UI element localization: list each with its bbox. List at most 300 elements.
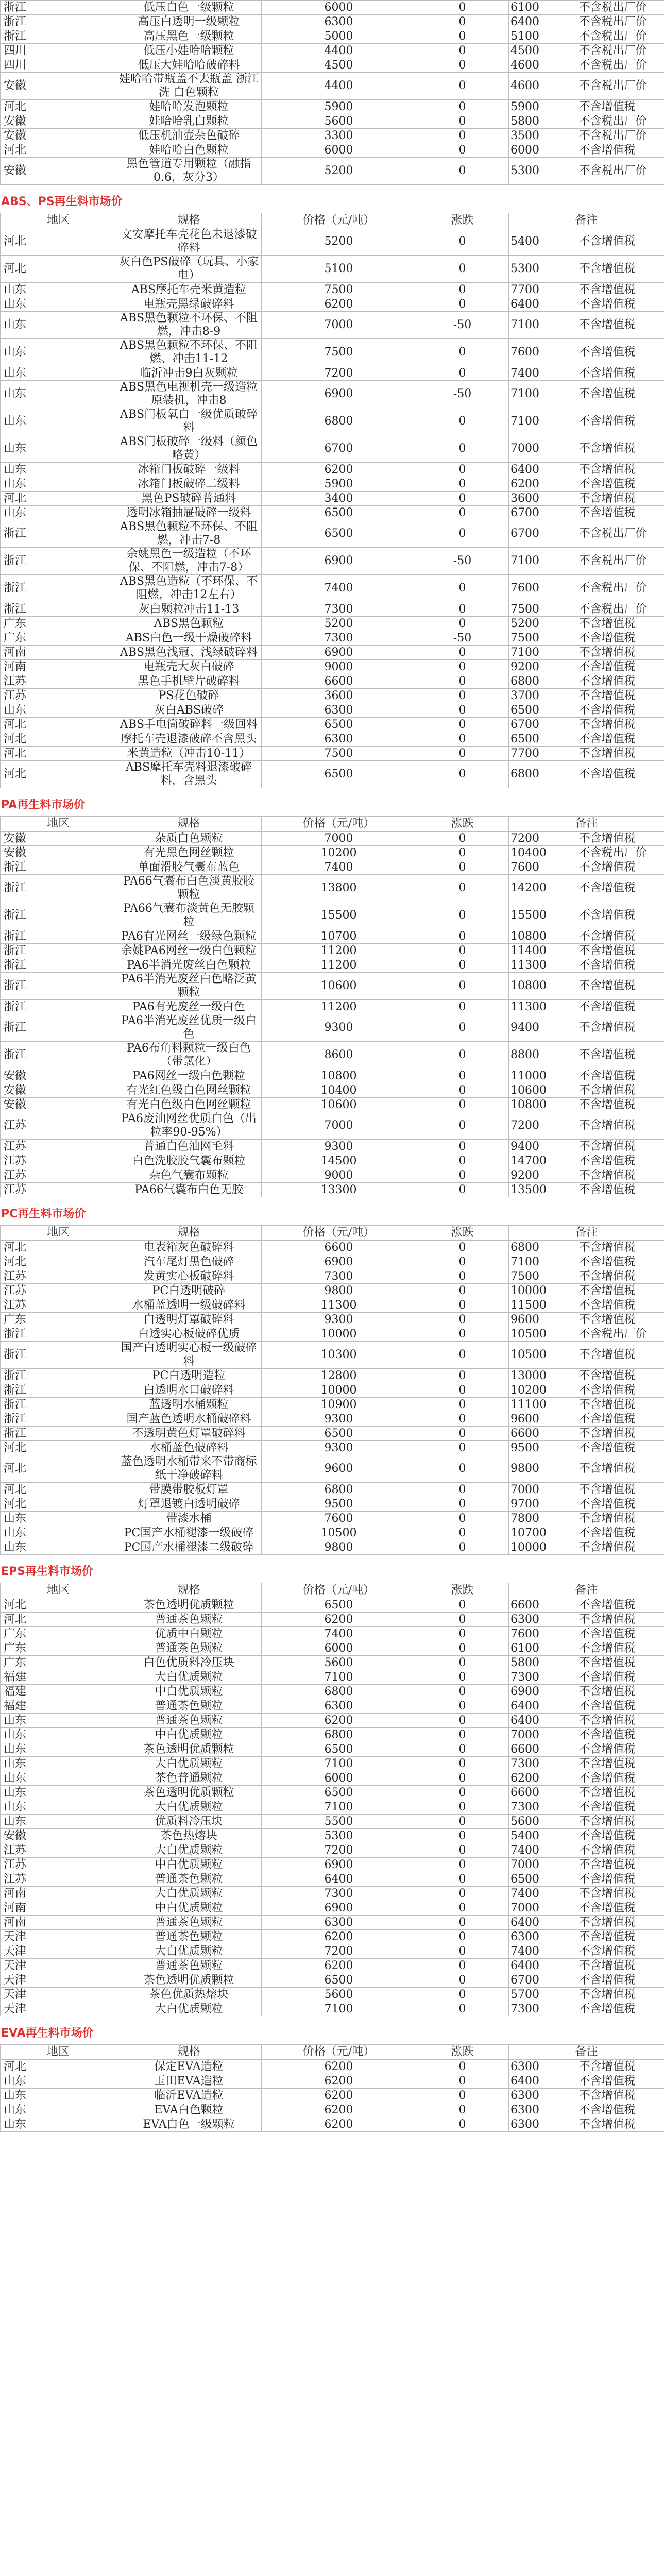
note-text: 不含增值税 xyxy=(578,1298,636,1312)
price-cell: 11200 xyxy=(262,958,416,973)
table-row xyxy=(1,1313,664,1327)
note-text: 不含增值税 xyxy=(578,1901,636,1914)
note-cell xyxy=(509,1427,664,1441)
spec-cell: 高压黑色一级颗粒 xyxy=(116,29,262,44)
table-row xyxy=(1,1988,664,2002)
note-text: 不含增值税 xyxy=(578,415,636,428)
change-cell: 0 xyxy=(416,1168,509,1183)
price-high-value: 6100 xyxy=(510,1,539,14)
note-text: 不含增值税 xyxy=(578,1168,636,1182)
note-cell xyxy=(509,1383,664,1398)
spec-cell: 低压机油壶杂色破碎 xyxy=(116,129,262,143)
spec-cell: 有光白色级白色网丝颗粒 xyxy=(116,1098,262,1112)
spec-cell: 白透实心板破碎优质 xyxy=(116,1327,262,1342)
region-cell: 山东 xyxy=(1,435,116,463)
header-spec: 规格 xyxy=(116,213,262,228)
change-cell: 0 xyxy=(416,506,509,520)
spec-cell: 茶色普通颗粒 xyxy=(116,1771,262,1786)
region-cell: 浙江 xyxy=(1,902,116,929)
spec-cell: 文安摩托车壳花色未退漆破碎料 xyxy=(116,228,262,256)
note-text: 不含税出厂价 xyxy=(578,58,647,72)
note-text: 不含增值税 xyxy=(578,1369,636,1382)
spec-cell: 低压大娃哈哈破碎料 xyxy=(116,58,262,73)
region-cell: 河北 xyxy=(1,1241,116,1255)
change-cell: 0 xyxy=(416,2002,509,2016)
change-cell: 0 xyxy=(416,100,509,114)
note-cell xyxy=(509,1757,664,1771)
price-high-value: 15500 xyxy=(510,909,547,922)
price-cell: 6000 xyxy=(262,1641,416,1656)
note-text: 不含增值税 xyxy=(578,1742,636,1756)
note-text: 不含税出厂价 xyxy=(578,582,647,595)
header-price: 价格（元/吨） xyxy=(262,213,416,228)
price-high-value: 6500 xyxy=(510,703,539,717)
change-cell: 0 xyxy=(416,1540,509,1555)
note-cell xyxy=(509,381,664,408)
note-text: 不含增值税 xyxy=(578,262,636,275)
note-cell xyxy=(509,1728,664,1742)
section-title: EPS再生料市场价 xyxy=(1,1565,93,1578)
note-cell xyxy=(509,1083,664,1098)
note-text: 不含税出厂价 xyxy=(578,79,647,92)
change-cell: 0 xyxy=(416,29,509,44)
price-high-value: 10600 xyxy=(510,1083,547,1097)
header-note: 备注 xyxy=(509,213,664,228)
spec-cell: 茶色透明优质颗粒 xyxy=(116,1973,262,1988)
change-cell: 0 xyxy=(416,73,509,100)
region-cell: 浙江 xyxy=(1,1014,116,1042)
note-cell xyxy=(509,1843,664,1858)
region-cell: 河南 xyxy=(1,1916,116,1930)
region-cell: 浙江 xyxy=(1,1042,116,1069)
note-cell xyxy=(509,548,664,575)
note-text: 不含增值税 xyxy=(578,1462,636,1475)
price-high-value: 7500 xyxy=(510,1269,539,1283)
spec-cell: 普通茶色颗粒 xyxy=(116,1916,262,1930)
region-cell: 河北 xyxy=(1,747,116,761)
spec-cell: 白透明灯罩破碎料 xyxy=(116,1313,262,1327)
price-high-value: 7500 xyxy=(510,631,539,645)
change-cell: 0 xyxy=(416,58,509,73)
change-cell: 0 xyxy=(416,1843,509,1858)
spec-cell: ABS手电筒破碎料一级回料 xyxy=(116,718,262,732)
spec-cell: 发黄实心板破碎料 xyxy=(116,1269,262,1284)
note-text: 不含增值税 xyxy=(578,283,636,296)
change-cell: 0 xyxy=(416,1988,509,2002)
price-high-value: 5300 xyxy=(510,262,539,275)
note-text: 不含税出厂价 xyxy=(578,846,647,859)
price-cell: 5200 xyxy=(262,228,416,256)
note-cell xyxy=(509,1742,664,1757)
region-cell: 山东 xyxy=(1,1742,116,1757)
note-cell xyxy=(509,1483,664,1497)
note-text: 不含增值税 xyxy=(578,1241,636,1254)
change-cell: 0 xyxy=(416,2074,509,2089)
change-cell: 0 xyxy=(416,1526,509,1540)
spec-cell: 茶色透明优质颗粒 xyxy=(116,1742,262,1757)
region-cell: 广东 xyxy=(1,1641,116,1656)
region-cell: 山东 xyxy=(1,1512,116,1526)
spec-cell: ABS摩托车壳米黄造粒 xyxy=(116,283,262,297)
note-text: 不含增值税 xyxy=(578,463,636,476)
spec-cell: 蓝色透明水桶带来不带商标纸干净破碎料 xyxy=(116,1455,262,1483)
price-high-value: 6400 xyxy=(510,2074,539,2088)
note-text: 不含增值税 xyxy=(578,2074,636,2088)
price-high-value: 7300 xyxy=(510,1757,539,1770)
region-cell: 浙江 xyxy=(1,973,116,1000)
price-high-value: 5400 xyxy=(510,1829,539,1842)
note-cell xyxy=(509,366,664,381)
note-cell xyxy=(509,846,664,860)
spec-cell: 白色优质料冷压块 xyxy=(116,1656,262,1670)
region-cell: 天津 xyxy=(1,1930,116,1944)
spec-cell: 普通茶色颗粒 xyxy=(116,1714,262,1728)
price-high-value: 6500 xyxy=(510,732,539,745)
price-cell: 7100 xyxy=(262,2002,416,2016)
change-cell: 0 xyxy=(416,1098,509,1112)
region-cell: 安徽 xyxy=(1,1083,116,1098)
price-high-value: 5400 xyxy=(510,235,539,248)
note-text: 不含税出厂价 xyxy=(578,114,647,128)
note-text: 不含增值税 xyxy=(578,1255,636,1268)
price-high-value: 7600 xyxy=(510,1627,539,1640)
price-high-value: 5700 xyxy=(510,1988,539,2001)
header-note: 备注 xyxy=(509,2045,664,2060)
price-cell: 7100 xyxy=(262,1800,416,1815)
change-cell: 0 xyxy=(416,2089,509,2103)
price-high-value: 9600 xyxy=(510,1412,539,1426)
note-text: 不含增值税 xyxy=(578,1872,636,1886)
change-cell: 0 xyxy=(416,1829,509,1843)
price-high-value: 11300 xyxy=(510,1000,547,1013)
price-cell: 10600 xyxy=(262,973,416,1000)
header-region: 地区 xyxy=(1,2045,116,2060)
region-cell: 河北 xyxy=(1,718,116,732)
region-cell: 浙江 xyxy=(1,929,116,944)
note-cell xyxy=(509,1959,664,1973)
note-text: 不含增值税 xyxy=(578,768,636,781)
change-cell: 0 xyxy=(416,1714,509,1728)
region-cell: 浙江 xyxy=(1,1327,116,1342)
spec-cell: 灰白色PS破碎（玩具、小家电） xyxy=(116,256,262,283)
note-text: 不含增值税 xyxy=(578,660,636,673)
change-cell: 0 xyxy=(416,1742,509,1757)
region-cell: 江苏 xyxy=(1,674,116,689)
table-row xyxy=(1,1069,664,1083)
region-cell: 江苏 xyxy=(1,1112,116,1140)
price-high-value: 10200 xyxy=(510,1383,547,1397)
table-row xyxy=(1,631,664,646)
region-cell: 天津 xyxy=(1,1973,116,1988)
price-high-value: 6200 xyxy=(510,1771,539,1785)
spec-cell: PA6半消光废丝白色颗粒 xyxy=(116,958,262,973)
note-text: 不含增值税 xyxy=(578,703,636,717)
price-cell: 5200 xyxy=(262,158,416,185)
table-header-row xyxy=(1,1226,664,1241)
spec-cell: 茶色热熔块 xyxy=(116,1829,262,1843)
note-text: 不含增值税 xyxy=(578,1512,636,1525)
note-text: 不含增值税 xyxy=(578,2117,636,2131)
spec-cell: ABS白色一级干燥破碎料 xyxy=(116,631,262,646)
price-high-value: 7200 xyxy=(510,1119,539,1132)
region-cell: 安徽 xyxy=(1,158,116,185)
change-cell: 0 xyxy=(416,1771,509,1786)
region-cell: 江苏 xyxy=(1,1858,116,1872)
price-high-value: 7700 xyxy=(510,747,539,760)
table-row xyxy=(1,1742,664,1757)
region-cell: 广东 xyxy=(1,1627,116,1641)
note-cell xyxy=(509,1627,664,1641)
region-cell: 河南 xyxy=(1,1887,116,1901)
region-cell: 山东 xyxy=(1,1815,116,1829)
note-cell xyxy=(509,1512,664,1526)
spec-cell: PA6布角料颗粒一级白色（带氯化） xyxy=(116,1042,262,1069)
note-text: 不含增值税 xyxy=(578,1140,636,1153)
price-cell: 7600 xyxy=(262,1512,416,1526)
change-cell: 0 xyxy=(416,1140,509,1154)
change-cell: 0 xyxy=(416,617,509,631)
header-spec: 规格 xyxy=(116,1583,262,1598)
region-cell: 浙江 xyxy=(1,1000,116,1014)
price-table xyxy=(0,816,664,1197)
header-note: 备注 xyxy=(509,1583,664,1598)
table-row xyxy=(1,256,664,283)
note-cell xyxy=(509,228,664,256)
price-cell: 5600 xyxy=(262,1656,416,1670)
price-high-value: 10500 xyxy=(510,1348,547,1361)
change-cell: 0 xyxy=(416,1014,509,1042)
spec-cell: 玉田EVA造粒 xyxy=(116,2074,262,2089)
price-high-value: 6400 xyxy=(510,463,539,476)
table-header-row xyxy=(1,2045,664,2060)
note-cell xyxy=(509,732,664,747)
note-cell xyxy=(509,617,664,631)
price-cell: 7000 xyxy=(262,1112,416,1140)
note-cell xyxy=(509,703,664,718)
change-cell: 0 xyxy=(416,1455,509,1483)
header-change: 涨跌 xyxy=(416,1226,509,1241)
price-high-value: 5300 xyxy=(510,164,539,177)
region-cell: 安徽 xyxy=(1,1829,116,1843)
note-cell xyxy=(509,2074,664,2089)
price-cell: 6500 xyxy=(262,520,416,548)
table-row xyxy=(1,158,664,185)
note-cell xyxy=(509,860,664,875)
note-text: 不含增值税 xyxy=(578,1858,636,1871)
price-cell: 6300 xyxy=(262,703,416,718)
table-row xyxy=(1,1786,664,1800)
price-cell: 12800 xyxy=(262,1369,416,1383)
region-cell: 河北 xyxy=(1,492,116,506)
change-cell: 0 xyxy=(416,1959,509,1973)
note-text: 不含增值税 xyxy=(578,2060,636,2073)
price-cell: 6500 xyxy=(262,1427,416,1441)
note-text: 不含增值税 xyxy=(578,1483,636,1496)
price-cell: 6900 xyxy=(262,1255,416,1269)
note-cell xyxy=(509,1771,664,1786)
price-high-value: 10400 xyxy=(510,846,547,859)
note-cell xyxy=(509,1255,664,1269)
note-cell xyxy=(509,902,664,929)
note-cell xyxy=(509,1412,664,1427)
price-cell: 7300 xyxy=(262,1269,416,1284)
table-row xyxy=(1,1298,664,1313)
spec-cell: ABS黑色颗粒 xyxy=(116,617,262,631)
spec-cell: 黑色PS破碎普通料 xyxy=(116,492,262,506)
change-cell: 0 xyxy=(416,44,509,58)
note-text: 不含税出厂价 xyxy=(578,44,647,57)
header-change: 涨跌 xyxy=(416,2045,509,2060)
region-cell: 河北 xyxy=(1,1613,116,1627)
price-high-value: 9700 xyxy=(510,1497,539,1511)
region-cell: 安徽 xyxy=(1,73,116,100)
price-high-value: 5800 xyxy=(510,114,539,128)
note-text: 不含增值税 xyxy=(578,1183,636,1196)
note-cell xyxy=(509,1887,664,1901)
note-cell xyxy=(509,520,664,548)
note-cell xyxy=(509,1973,664,1988)
table-row xyxy=(1,1699,664,1714)
change-cell: 0 xyxy=(416,1083,509,1098)
region-cell: 浙江 xyxy=(1,602,116,617)
change-cell: 0 xyxy=(416,944,509,958)
header-region: 地区 xyxy=(1,213,116,228)
table-row xyxy=(1,1,664,15)
table-row xyxy=(1,381,664,408)
region-cell: 浙江 xyxy=(1,1412,116,1427)
region-cell: 浙江 xyxy=(1,1,116,15)
price-high-value: 6800 xyxy=(510,768,539,781)
spec-cell: 保定EVA造粒 xyxy=(116,2060,262,2074)
price-cell: 3400 xyxy=(262,492,416,506)
region-cell: 山东 xyxy=(1,1728,116,1742)
spec-cell: 电表箱灰色破碎料 xyxy=(116,1241,262,1255)
header-price: 价格（元/吨） xyxy=(262,817,416,832)
change-cell: 0 xyxy=(416,929,509,944)
price-high-value: 11400 xyxy=(510,944,547,957)
region-cell: 浙江 xyxy=(1,860,116,875)
spec-cell: 余姚黑色一级造粒（不环保、不阻燃，冲击7-8） xyxy=(116,548,262,575)
price-high-value: 6600 xyxy=(510,1427,539,1440)
table-row xyxy=(1,1327,664,1342)
spec-cell: 中白优质颗粒 xyxy=(116,1858,262,1872)
price-cell: 7200 xyxy=(262,1944,416,1959)
table-row xyxy=(1,875,664,902)
spec-cell: 茶色优质热熔块 xyxy=(116,1988,262,2002)
region-cell: 河北 xyxy=(1,143,116,158)
note-cell xyxy=(509,1656,664,1670)
price-cell: 7100 xyxy=(262,1757,416,1771)
table-header-row xyxy=(1,1583,664,1598)
note-cell xyxy=(509,44,664,58)
note-text: 不含增值税 xyxy=(578,1284,636,1297)
spec-cell: 普通茶色颗粒 xyxy=(116,1959,262,1973)
note-cell xyxy=(509,2060,664,2074)
price-high-value: 7100 xyxy=(510,318,539,331)
change-cell: 0 xyxy=(416,674,509,689)
note-text: 不含增值税 xyxy=(578,832,636,845)
note-cell xyxy=(509,1183,664,1197)
note-cell xyxy=(509,875,664,902)
price-high-value: 6900 xyxy=(510,1685,539,1698)
note-text: 不含增值税 xyxy=(578,1641,636,1655)
spec-cell: 中白优质颗粒 xyxy=(116,1685,262,1699)
note-cell xyxy=(509,1269,664,1284)
note-text: 不含税出厂价 xyxy=(578,164,647,177)
note-text: 不含增值税 xyxy=(578,1412,636,1426)
change-cell: 0 xyxy=(416,366,509,381)
region-cell: 江苏 xyxy=(1,1269,116,1284)
note-text: 不含增值税 xyxy=(578,1800,636,1814)
table-row xyxy=(1,674,664,689)
region-cell: 河北 xyxy=(1,1441,116,1455)
change-cell: 0 xyxy=(416,1800,509,1815)
note-text: 不含增值税 xyxy=(578,1988,636,2001)
price-cell: 7300 xyxy=(262,631,416,646)
note-text: 不含增值税 xyxy=(578,1497,636,1511)
table-row xyxy=(1,1098,664,1112)
price-high-value: 7000 xyxy=(510,1858,539,1871)
price-high-value: 9400 xyxy=(510,1021,539,1034)
spec-cell: ABS黑色电视机壳一级造粒原装机，冲击8 xyxy=(116,381,262,408)
table-row xyxy=(1,2074,664,2089)
price-cell: 7500 xyxy=(262,283,416,297)
price-high-value: 10800 xyxy=(510,979,547,992)
note-cell xyxy=(509,1140,664,1154)
price-high-value: 6100 xyxy=(510,1641,539,1655)
note-cell xyxy=(509,1786,664,1800)
spec-cell: 茶色透明优质颗粒 xyxy=(116,1598,262,1613)
table-row xyxy=(1,860,664,875)
note-cell xyxy=(509,1858,664,1872)
change-cell: 0 xyxy=(416,1973,509,1988)
region-cell: 河北 xyxy=(1,2060,116,2074)
change-cell: 0 xyxy=(416,1412,509,1427)
note-text: 不含税出厂价 xyxy=(578,602,647,616)
header-region: 地区 xyxy=(1,817,116,832)
header-spec: 规格 xyxy=(116,817,262,832)
note-text: 不含增值税 xyxy=(578,674,636,688)
table-row xyxy=(1,846,664,860)
price-cell: 10500 xyxy=(262,1526,416,1540)
header-price: 价格（元/吨） xyxy=(262,1583,416,1598)
spec-cell: ABS黑色颗粒不环保、不阻燃，冲击8-9 xyxy=(116,312,262,339)
price-high-value: 7000 xyxy=(510,1483,539,1496)
table-row xyxy=(1,1829,664,1843)
region-cell: 山东 xyxy=(1,408,116,435)
price-cell: 4400 xyxy=(262,44,416,58)
region-cell: 河北 xyxy=(1,256,116,283)
change-cell: 0 xyxy=(416,1241,509,1255)
note-cell xyxy=(509,1284,664,1298)
price-high-value: 6300 xyxy=(510,2103,539,2116)
table-row xyxy=(1,228,664,256)
change-cell: 0 xyxy=(416,297,509,312)
price-high-value: 6800 xyxy=(510,674,539,688)
table-row xyxy=(1,1497,664,1512)
note-cell xyxy=(509,2002,664,2016)
change-cell: 0 xyxy=(416,718,509,732)
note-text: 不含增值税 xyxy=(578,732,636,745)
region-cell: 江苏 xyxy=(1,1183,116,1197)
price-high-value: 13500 xyxy=(510,1183,547,1196)
price-high-value: 7000 xyxy=(510,442,539,455)
change-cell: 0 xyxy=(416,1872,509,1887)
table-row xyxy=(1,1973,664,1988)
change-cell: 0 xyxy=(416,228,509,256)
table-row xyxy=(1,575,664,602)
table-row xyxy=(1,129,664,143)
